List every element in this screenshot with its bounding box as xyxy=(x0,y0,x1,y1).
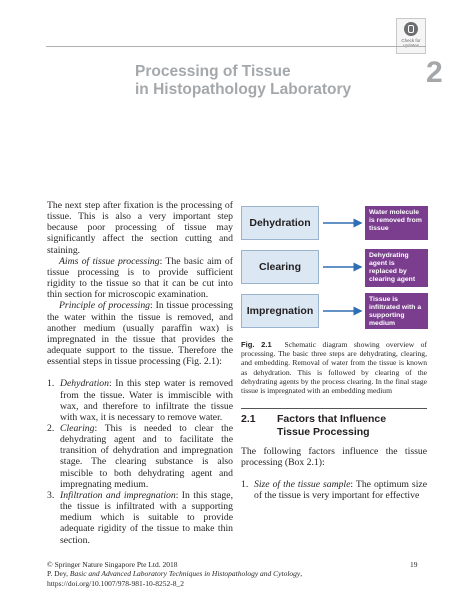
box-link[interactable]: 2.1 xyxy=(306,457,319,469)
section-number: 2.1 xyxy=(241,413,256,425)
principle-text: : In tissue processing the water within the tissue is removed, and another medium (usually paraffin wax) is impregnated in the tissue that provides the adequate support to the tissue. Therefore the essential steps in tissue processing (Fig. xyxy=(47,300,233,368)
intro-end: ): xyxy=(318,457,325,469)
copyright: © Springer Nature Singapore Pte Ltd. 2018 xyxy=(47,560,178,569)
principle-end: ): xyxy=(215,356,222,368)
right-column-text xyxy=(241,446,427,502)
paragraph-aims xyxy=(47,256,233,301)
list-item xyxy=(47,490,233,546)
list-text: : The optimum size of the tissue is very important for effective xyxy=(254,479,427,502)
list-text: : This is needed to clear the dehydrating agent and to facilitate the transition of dehydration and impregnation stage. The clearing substance is also miscible to both dehydrating agent and impregnating medium. xyxy=(60,422,233,490)
paragraph-intro: The next step after fixation is the processing of tissue. This is also a very important step because poor processing of tissue may significantly affect the section cutting and staining. xyxy=(47,200,233,256)
chapter-number: 2 xyxy=(426,56,443,89)
factors-list xyxy=(241,479,427,501)
list-text: : In this step water is removed from the tissue. Water is immiscible with wax, and therefore to infiltrate the tissue with wax, it is necessary to remove water. xyxy=(60,378,233,423)
aims-text: : The basic aim of tissue processing is to provide sufficient rigidity to the tissue so that it can be cut into thin section for microscopic examination. xyxy=(47,255,233,301)
step-clearing: Clearing xyxy=(241,250,319,284)
chapter-title-line2: in Histopathology Laboratory xyxy=(135,81,352,98)
list-item xyxy=(47,378,233,423)
badge-line1: Check for xyxy=(401,38,421,43)
aims-label: Aims of tissue processing xyxy=(59,255,160,267)
list-label: Infiltration and impregnation xyxy=(60,489,176,501)
principle-label: Principle of processing xyxy=(59,300,151,312)
caption-label: Fig. 2.1 xyxy=(241,340,272,349)
list-number: 1. xyxy=(241,479,249,491)
paragraph-principle xyxy=(47,300,233,367)
figure-link[interactable]: 2.1 xyxy=(203,356,216,368)
list-label: Dehydration xyxy=(60,378,109,390)
citation-author: P. Dey, xyxy=(47,569,70,579)
left-column xyxy=(47,200,233,546)
page-number: 19 xyxy=(410,560,418,569)
intro-text: The following factors influence the tissue processing (Box xyxy=(241,446,427,469)
figure-caption xyxy=(241,340,427,395)
list-number: 3. xyxy=(47,489,55,501)
check-for-updates-badge[interactable] xyxy=(396,18,426,54)
list-item xyxy=(47,423,233,490)
list-label: Clearing xyxy=(60,422,95,434)
list-text: : In this stage, the tissue is infiltrated with a supporting medium which is suitable to provide adequate rigidity of the tissue to make thin section. xyxy=(60,489,233,546)
list-label: Size of the tissue sample xyxy=(254,479,351,491)
chapter-title-line1: Processing of Tissue xyxy=(135,63,291,80)
header-rule xyxy=(46,46,426,47)
list-item xyxy=(241,479,427,501)
list-number: 1. xyxy=(47,378,55,390)
citation-title: Basic and Advanced Laboratory Techniques in Histopathology and Cytology xyxy=(69,569,301,579)
footer xyxy=(47,560,427,588)
note-supporting-medium: Tissue is infiltrated with a supporting medium xyxy=(365,293,428,329)
flow-arrows xyxy=(319,200,365,332)
list-number: 2. xyxy=(47,422,55,434)
step-impregnation: Impregnation xyxy=(241,294,319,328)
section-rule xyxy=(241,408,427,409)
caption-text: Schematic diagram showing overview of processing. The basic three steps are dehydrating, clearing, and embedding. Removal of water from the tissue is known as dehydration. This is followed by clearing of the dehydrating agents by the process clearing. In the final stage tissue is impregnated with an embedding medium xyxy=(241,340,427,396)
note-clearing-agent: Dehydrating agent is replaced by clearing agent xyxy=(365,249,428,287)
note-water-removed: Water molecule is removed from tissue xyxy=(365,206,428,240)
steps-list xyxy=(47,378,233,545)
update-icon xyxy=(404,22,418,36)
chapter-title xyxy=(135,63,351,99)
citation-end: , xyxy=(300,569,303,579)
citation xyxy=(47,569,427,578)
doi-link[interactable]: https://doi.org/10.1007/978-981-10-8252-8_2 xyxy=(47,578,184,588)
section-title: Factors that Influence Tissue Processing xyxy=(277,413,387,438)
section-intro xyxy=(241,446,427,468)
step-dehydration: Dehydration xyxy=(241,206,319,240)
